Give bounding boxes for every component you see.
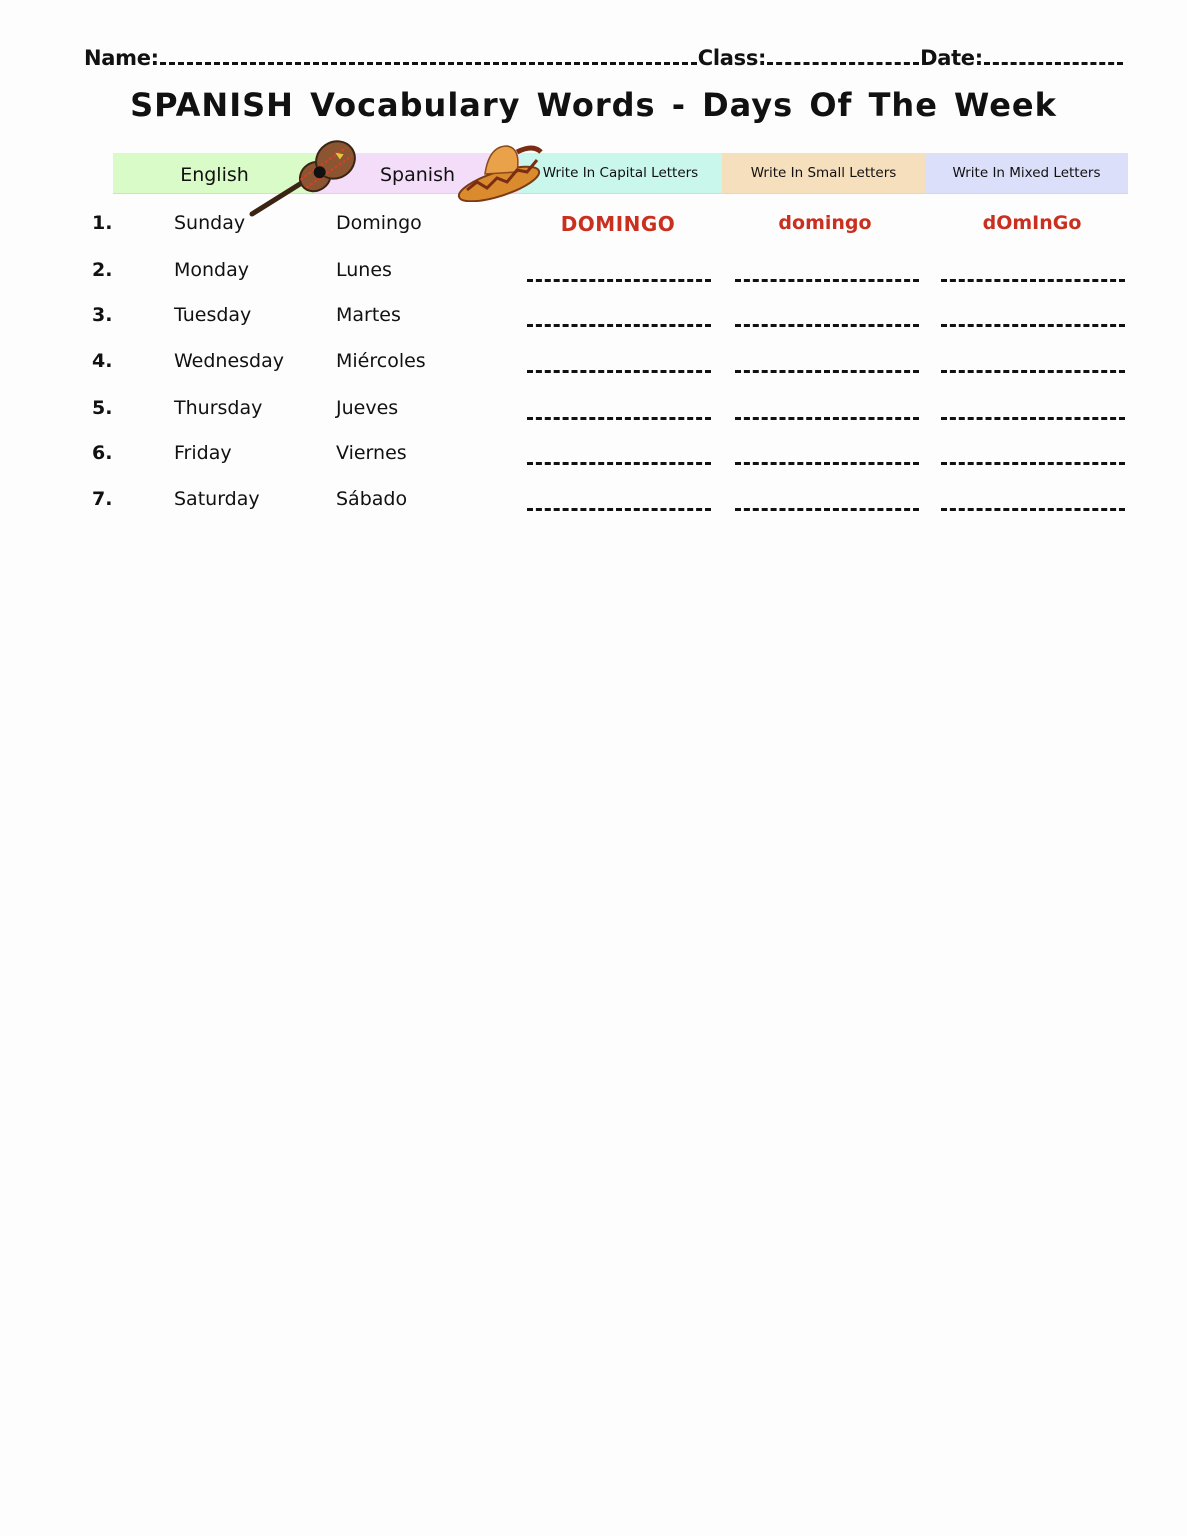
row-number: 7. [92, 488, 113, 510]
class-label: Class: [697, 46, 767, 70]
row-number: 2. [92, 259, 113, 281]
english-word: Saturday [174, 488, 260, 510]
spanish-word: Viernes [336, 442, 407, 464]
col-header-small: Write In Small Letters [722, 153, 925, 193]
capital-blank[interactable] [527, 508, 711, 511]
mixed-blank[interactable] [941, 279, 1125, 282]
capital-blank[interactable] [527, 417, 711, 420]
small-blank[interactable] [735, 508, 919, 511]
small-blank[interactable] [735, 370, 919, 373]
row-number: 5. [92, 397, 113, 419]
table-row [0, 397, 1187, 437]
capital-example: DOMINGO [560, 212, 676, 236]
date-blank[interactable] [984, 48, 1123, 65]
table-row [0, 350, 1187, 390]
table-row [0, 212, 1187, 252]
col-header-english: English [113, 153, 316, 193]
name-label: Name: [84, 46, 159, 70]
small-blank[interactable] [735, 279, 919, 282]
mixed-blank[interactable] [941, 508, 1125, 511]
spanish-word: Sábado [336, 488, 408, 510]
capital-blank[interactable] [527, 324, 711, 327]
small-blank[interactable] [735, 462, 919, 465]
spanish-word: Lunes [336, 259, 392, 281]
row-number: 1. [92, 212, 113, 234]
capital-blank[interactable] [527, 370, 711, 373]
table-row [0, 488, 1187, 528]
table-row [0, 259, 1187, 299]
mixed-blank[interactable] [941, 462, 1125, 465]
small-blank[interactable] [735, 417, 919, 420]
capital-blank[interactable] [527, 462, 711, 465]
date-label: Date: [920, 46, 983, 70]
table-row [0, 442, 1187, 482]
english-word: Sunday [174, 212, 246, 234]
english-word: Monday [174, 259, 250, 281]
english-word: Thursday [174, 397, 263, 419]
page-title: SPANISH Vocabulary Words - Days Of The Week [130, 86, 1057, 124]
col-header-capital: Write In Capital Letters [519, 153, 722, 193]
row-number: 6. [92, 442, 113, 464]
small-blank[interactable] [735, 324, 919, 327]
english-word: Wednesday [174, 350, 285, 372]
guitar-icon [246, 138, 356, 220]
col-header-mixed: Write In Mixed Letters [925, 153, 1128, 193]
mixed-blank[interactable] [941, 324, 1125, 327]
sombrero-icon [455, 138, 545, 202]
spanish-word: Martes [336, 304, 401, 326]
col-header-spanish: Spanish [316, 153, 519, 193]
spanish-word: Domingo [336, 212, 422, 234]
row-number: 3. [92, 304, 113, 326]
mixed-example: dOmInGo [982, 212, 1082, 234]
spanish-word: Jueves [336, 397, 399, 419]
student-info-line [84, 46, 1124, 70]
english-word: Tuesday [174, 304, 252, 326]
english-word: Friday [174, 442, 232, 464]
row-number: 4. [92, 350, 113, 372]
class-blank[interactable] [767, 48, 919, 65]
spanish-word: Miércoles [336, 350, 426, 372]
capital-blank[interactable] [527, 279, 711, 282]
table-row [0, 304, 1187, 344]
mixed-blank[interactable] [941, 417, 1125, 420]
name-blank[interactable] [160, 48, 697, 65]
mixed-blank[interactable] [941, 370, 1125, 373]
small-example: domingo [778, 212, 872, 234]
